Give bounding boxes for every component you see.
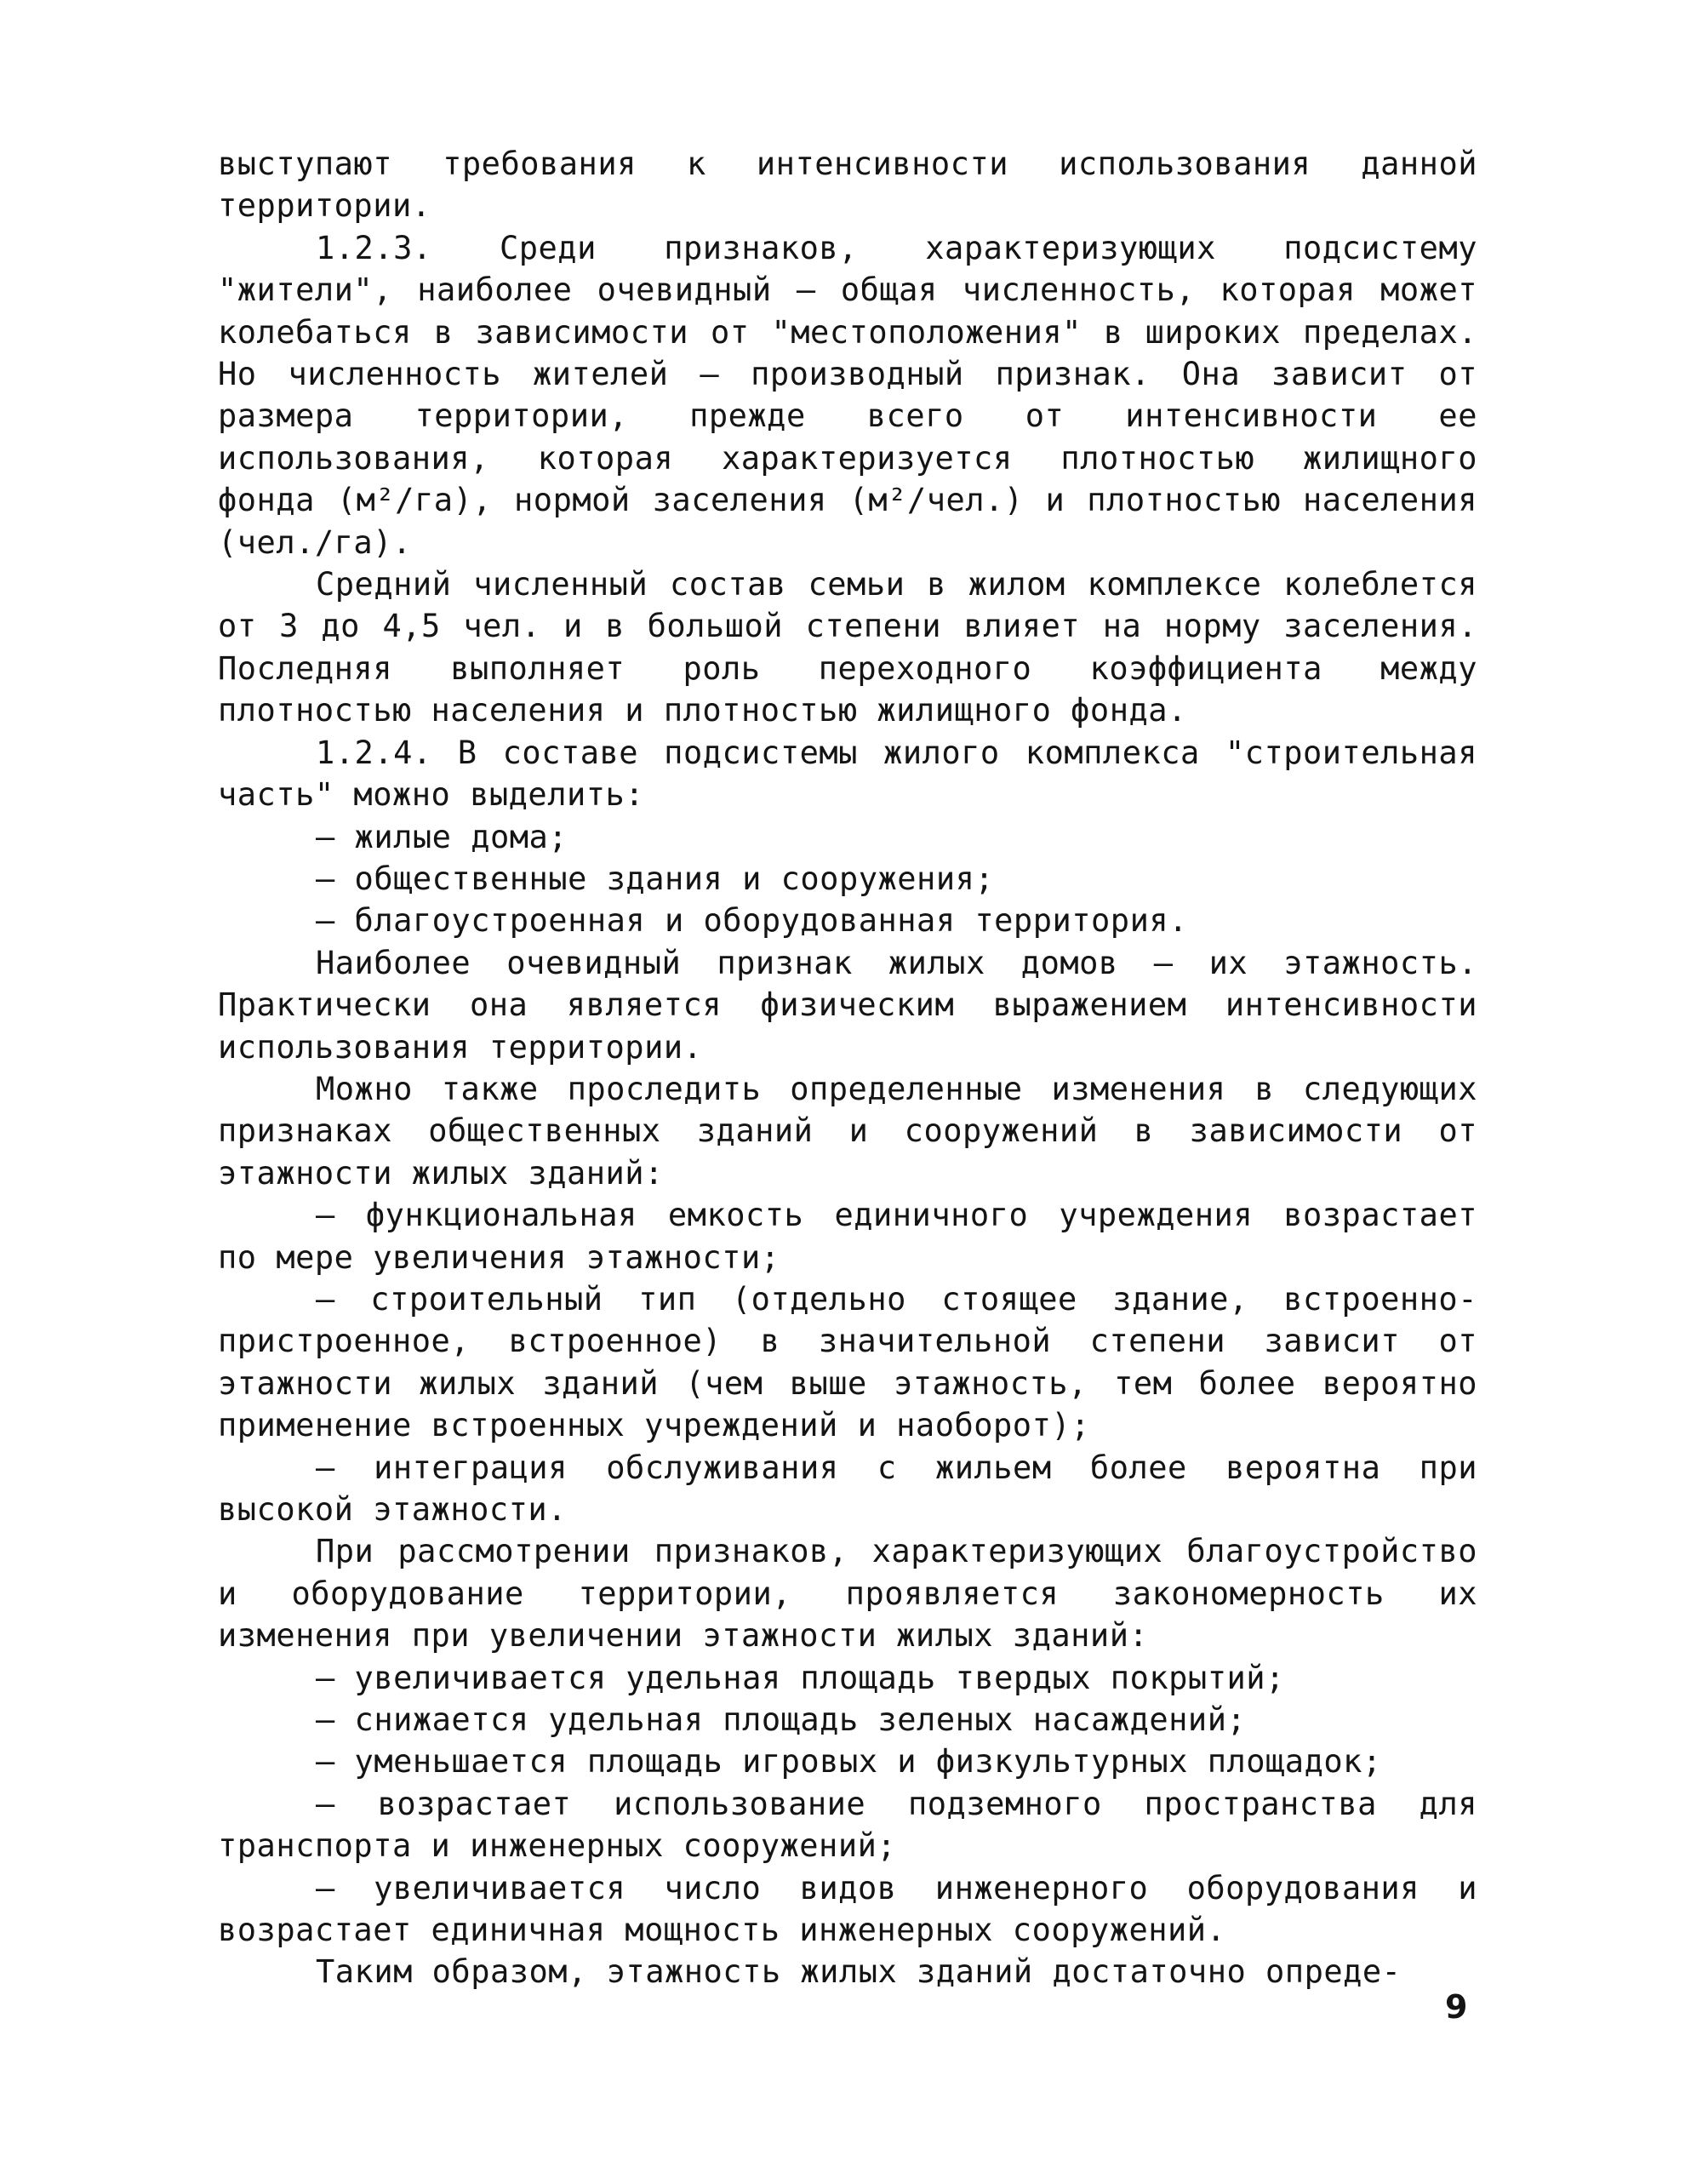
list-item: – снижается удельная площадь зеленых насаждений;	[316, 1701, 1247, 1739]
list-item: – жилые дома;	[316, 818, 568, 855]
list-item: – интеграция обслуживания с жильем более вероятна при высокой этажности.	[218, 1449, 1477, 1528]
list-item: – возрастает использование подземного пространства для транспорта и инженерных сооружений;	[218, 1785, 1477, 1865]
paragraph-landscaping: При рассмотрении признаков, характеризующих благоустройство и оборудование территории, проявляется закономерность их изменения при увеличении этажности жилых зданий:	[218, 1533, 1477, 1655]
list-item: – уменьшается площадь игровых и физкультурных площадок;	[316, 1743, 1382, 1781]
body-text	[218, 143, 1477, 1993]
paragraph-conclusion: Таким образом, этажность жилых зданий достаточно опреде-	[316, 1953, 1402, 1991]
paragraph-floors: Наиболее очевидный признак жилых домов – их этажность. Практически она является физическим выражением интенсивности использования территории.	[218, 944, 1477, 1066]
page-number: 9	[1445, 1988, 1468, 2026]
paragraph-public-buildings: Можно также проследить определенные изменения в следующих признаках общественных зданий и сооружений в зависимости от этажности жилых зданий:	[218, 1070, 1477, 1192]
paragraph-1-2-3: 1.2.3. Среди признаков, характеризующих подсистему "жители", наиболее очевидный – общая численность, которая может колебаться в зависимости от "местоположения" в широких пределах. Но численность жителей – производный признак. Она зависит от размера территории, прежде всего от интенсивности ее использования, которая характеризуется плотностью жилищного фонда (м²/га), нормой заселения (м²/чел.) и плотностью населения (чел./га).	[218, 229, 1477, 561]
list-item: – функциональная емкость единичного учреждения возрастает по мере увеличения этажности;	[218, 1197, 1477, 1276]
list-item: – увеличивается число видов инженерного оборудования и возрастает единичная мощность инженерных сооружений.	[218, 1869, 1477, 1949]
list-item: – строительный тип (отдельно стоящее здание, встроенно-пристроенное, встроенное) в значительной степени зависит от этажности жилых зданий (чем выше этажность, тем более вероятно применение встроенных учреждений и наоборот);	[218, 1280, 1477, 1444]
paragraph-family-size: Средний численный состав семьи в жилом комплексе колеблется от 3 до 4,5 чел. и в большой степени влияет на норму заселения. Последняя выполняет роль переходного коэффициента между плотностью населения и плотностью жилищного фонда.	[218, 566, 1477, 729]
list-item: – увеличивается удельная площадь твердых покрытий;	[316, 1659, 1285, 1696]
list-item: – благоустроенная и оборудованная территория.	[316, 902, 1188, 940]
list-item: – общественные здания и сооружения;	[316, 860, 995, 897]
paragraph-1-2-4: 1.2.4. В составе подсистемы жилого комплекса "строительная часть" можно выделить:	[218, 734, 1477, 814]
paragraph-continuation: выступают требования к интенсивности использования данной территории.	[218, 146, 1477, 225]
